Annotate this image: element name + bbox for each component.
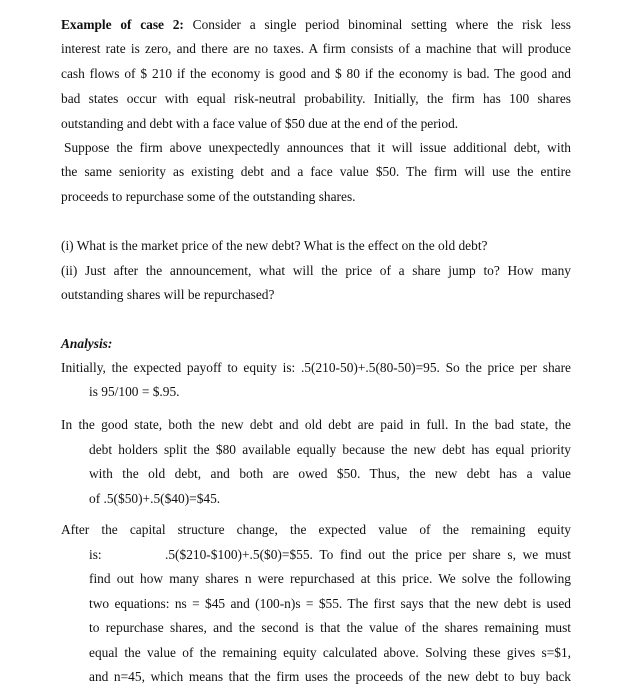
example-line-3 [61, 66, 571, 82]
question-ii: (ii) Just after the announcement, what will the price of a share jump to? How many [61, 263, 571, 278]
example-p1-line: Consider a single period binominal setting where the risk less [192, 17, 572, 32]
example-p2-line: proceeds to repurchase some of the outstanding shares. [61, 189, 356, 204]
example-p1-line: cash flows of $ 210 if the economy is good and $ 80 if the economy is bad. The good and [61, 66, 571, 81]
example-p1-line: outstanding and debt with a face value of $50 due at the end of the period. [61, 116, 459, 131]
analysis-a3-is: is: [89, 547, 102, 562]
example-p2-line-1 [64, 140, 571, 156]
analysis-a3-line-1: After the capital structure change, the expected value of the remaining equity [61, 522, 571, 537]
analysis-a2-line-3: with the old debt, and both are owed $50. Thus, the new debt has a value [89, 466, 571, 481]
analysis-a3-line-3: find out how many shares n were repurchased at this price. We solve the following [89, 571, 571, 586]
analysis-a3-formula: .5($210-$100)+.5($0)=$55. To find out the price per share s, we must [165, 547, 571, 562]
example-p2-line-3 [61, 189, 356, 205]
analysis-a3-line-4: two equations: ns = $45 and (100-n)s = $55. The first says that the new debt is used [89, 596, 571, 611]
analysis-a1-line-2: is 95/100 = $.95. [89, 384, 180, 399]
question-i: (i) What is the market price of the new debt? What is the effect on the old debt? [61, 238, 488, 253]
example-line-1 [61, 17, 571, 33]
analysis-a2-line-1: In the good state, both the new debt and old debt are paid in full. In the bad state, the [61, 417, 571, 432]
example-p2-line: Suppose the firm above unexpectedly announces that it will issue additional debt, with [64, 140, 571, 155]
example-p1-line: bad states occur with equal risk-neutral probability. Initially, the firm has 100 shares [61, 91, 571, 106]
analysis-a1-line-1: Initially, the expected payoff to equity is: .5(210-50)+.5(80-50)=95. So the price per share [61, 360, 571, 375]
example-heading: Example of case 2: [61, 17, 184, 32]
example-line-2 [61, 41, 571, 57]
example-p1-line: interest rate is zero, and there are no taxes. A firm consists of a machine that will produce [61, 41, 571, 56]
example-p2-line-2 [61, 164, 571, 180]
example-line-5 [61, 116, 458, 132]
analysis-heading: Analysis: [61, 336, 113, 351]
analysis-a3-line-5: to repurchase shares, and the second is that the value of the shares remaining must [89, 620, 571, 635]
question-ii-cont: outstanding shares will be repurchased? [61, 287, 275, 302]
analysis-a3-line-6: equal the value of the remaining equity calculated above. Solving these gives s=$1, [89, 645, 571, 660]
analysis-a2-line-2: debt holders split the $80 available equally because the new debt has equal priority [89, 442, 571, 457]
analysis-a3-line-7: and n=45, which means that the firm uses the proceeds of the new debt to buy back [89, 669, 571, 684]
example-p2-line: the same seniority as existing debt and a face value $50. The firm will use the entire [61, 164, 571, 179]
analysis-a2-line-4: of .5($50)+.5($40)=$45. [89, 491, 221, 506]
example-line-4 [61, 91, 571, 107]
